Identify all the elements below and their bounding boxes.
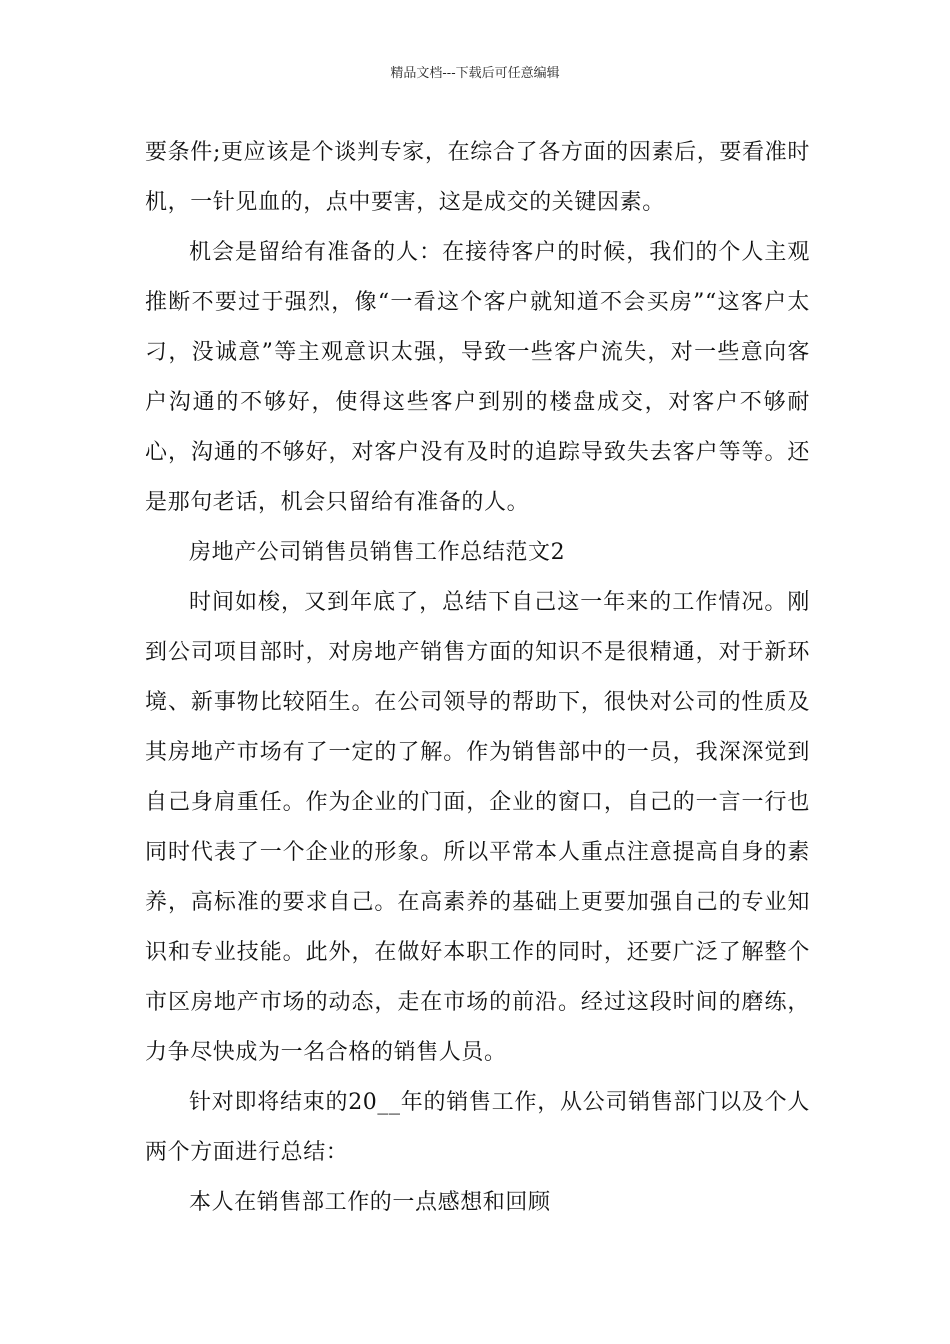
paragraph-3: 时间如梭，又到年底了，总结下自己这一年来的工作情况。刚到公司项目部时，对房地产销售方面的知识不是很精通，对于新环境、新事物比较陌生。在公司领导的帮助下，很快对公司的性质及其房地产市场有了一定的了解。作为销售部中的一员，我深深觉到自己身肩重任。作为企业的门面，企业的窗口，自己的一言一行也同时代表了一个企业的形象。所以平常本人重点注意提高自身的素养，高标准的要求自己。在高素养的基础上更要加强自己的专业知识和专业技能。此外，在做好本职工作的同时，还要广泛了解整个市区房地产市场的动态，走在市场的前沿。经过这段时间的磨练，力争尽快成为一名合格的销售人员。: [145, 590, 810, 1065]
page-header: 精品文档---下载后可任意编辑: [390, 66, 560, 81]
paragraph-2: 机会是留给有准备的人：在接待客户的时候，我们的个人主观推断不要过于强烈，像“一看这个客户就知道不会买房”“这客户太刁，没诚意”等主观意识太强，导致一些客户流失，对一些意向客户沟通的不够好，使得这些客户到别的楼盘成交，对客户不够耐心，沟通的不够好，对客户没有及时的追踪导致失去客户等等。还是那句老话，机会只留给有准备的人。: [145, 240, 810, 515]
paragraph-4: 针对即将结束的20__年的销售工作，从公司销售部门以及个人两个方面进行总结：: [145, 1090, 810, 1165]
paragraph-1: 要条件;更应该是个谈判专家，在综合了各方面的因素后，要看准时机，一针见血的，点中要害，这是成交的关键因素。: [145, 140, 810, 215]
document-body: [145, 128, 810, 1228]
section-heading: 房地产公司销售员销售工作总结范文2: [189, 540, 566, 565]
subsection-heading: 本人在销售部工作的一点感想和回顾: [189, 1190, 551, 1215]
